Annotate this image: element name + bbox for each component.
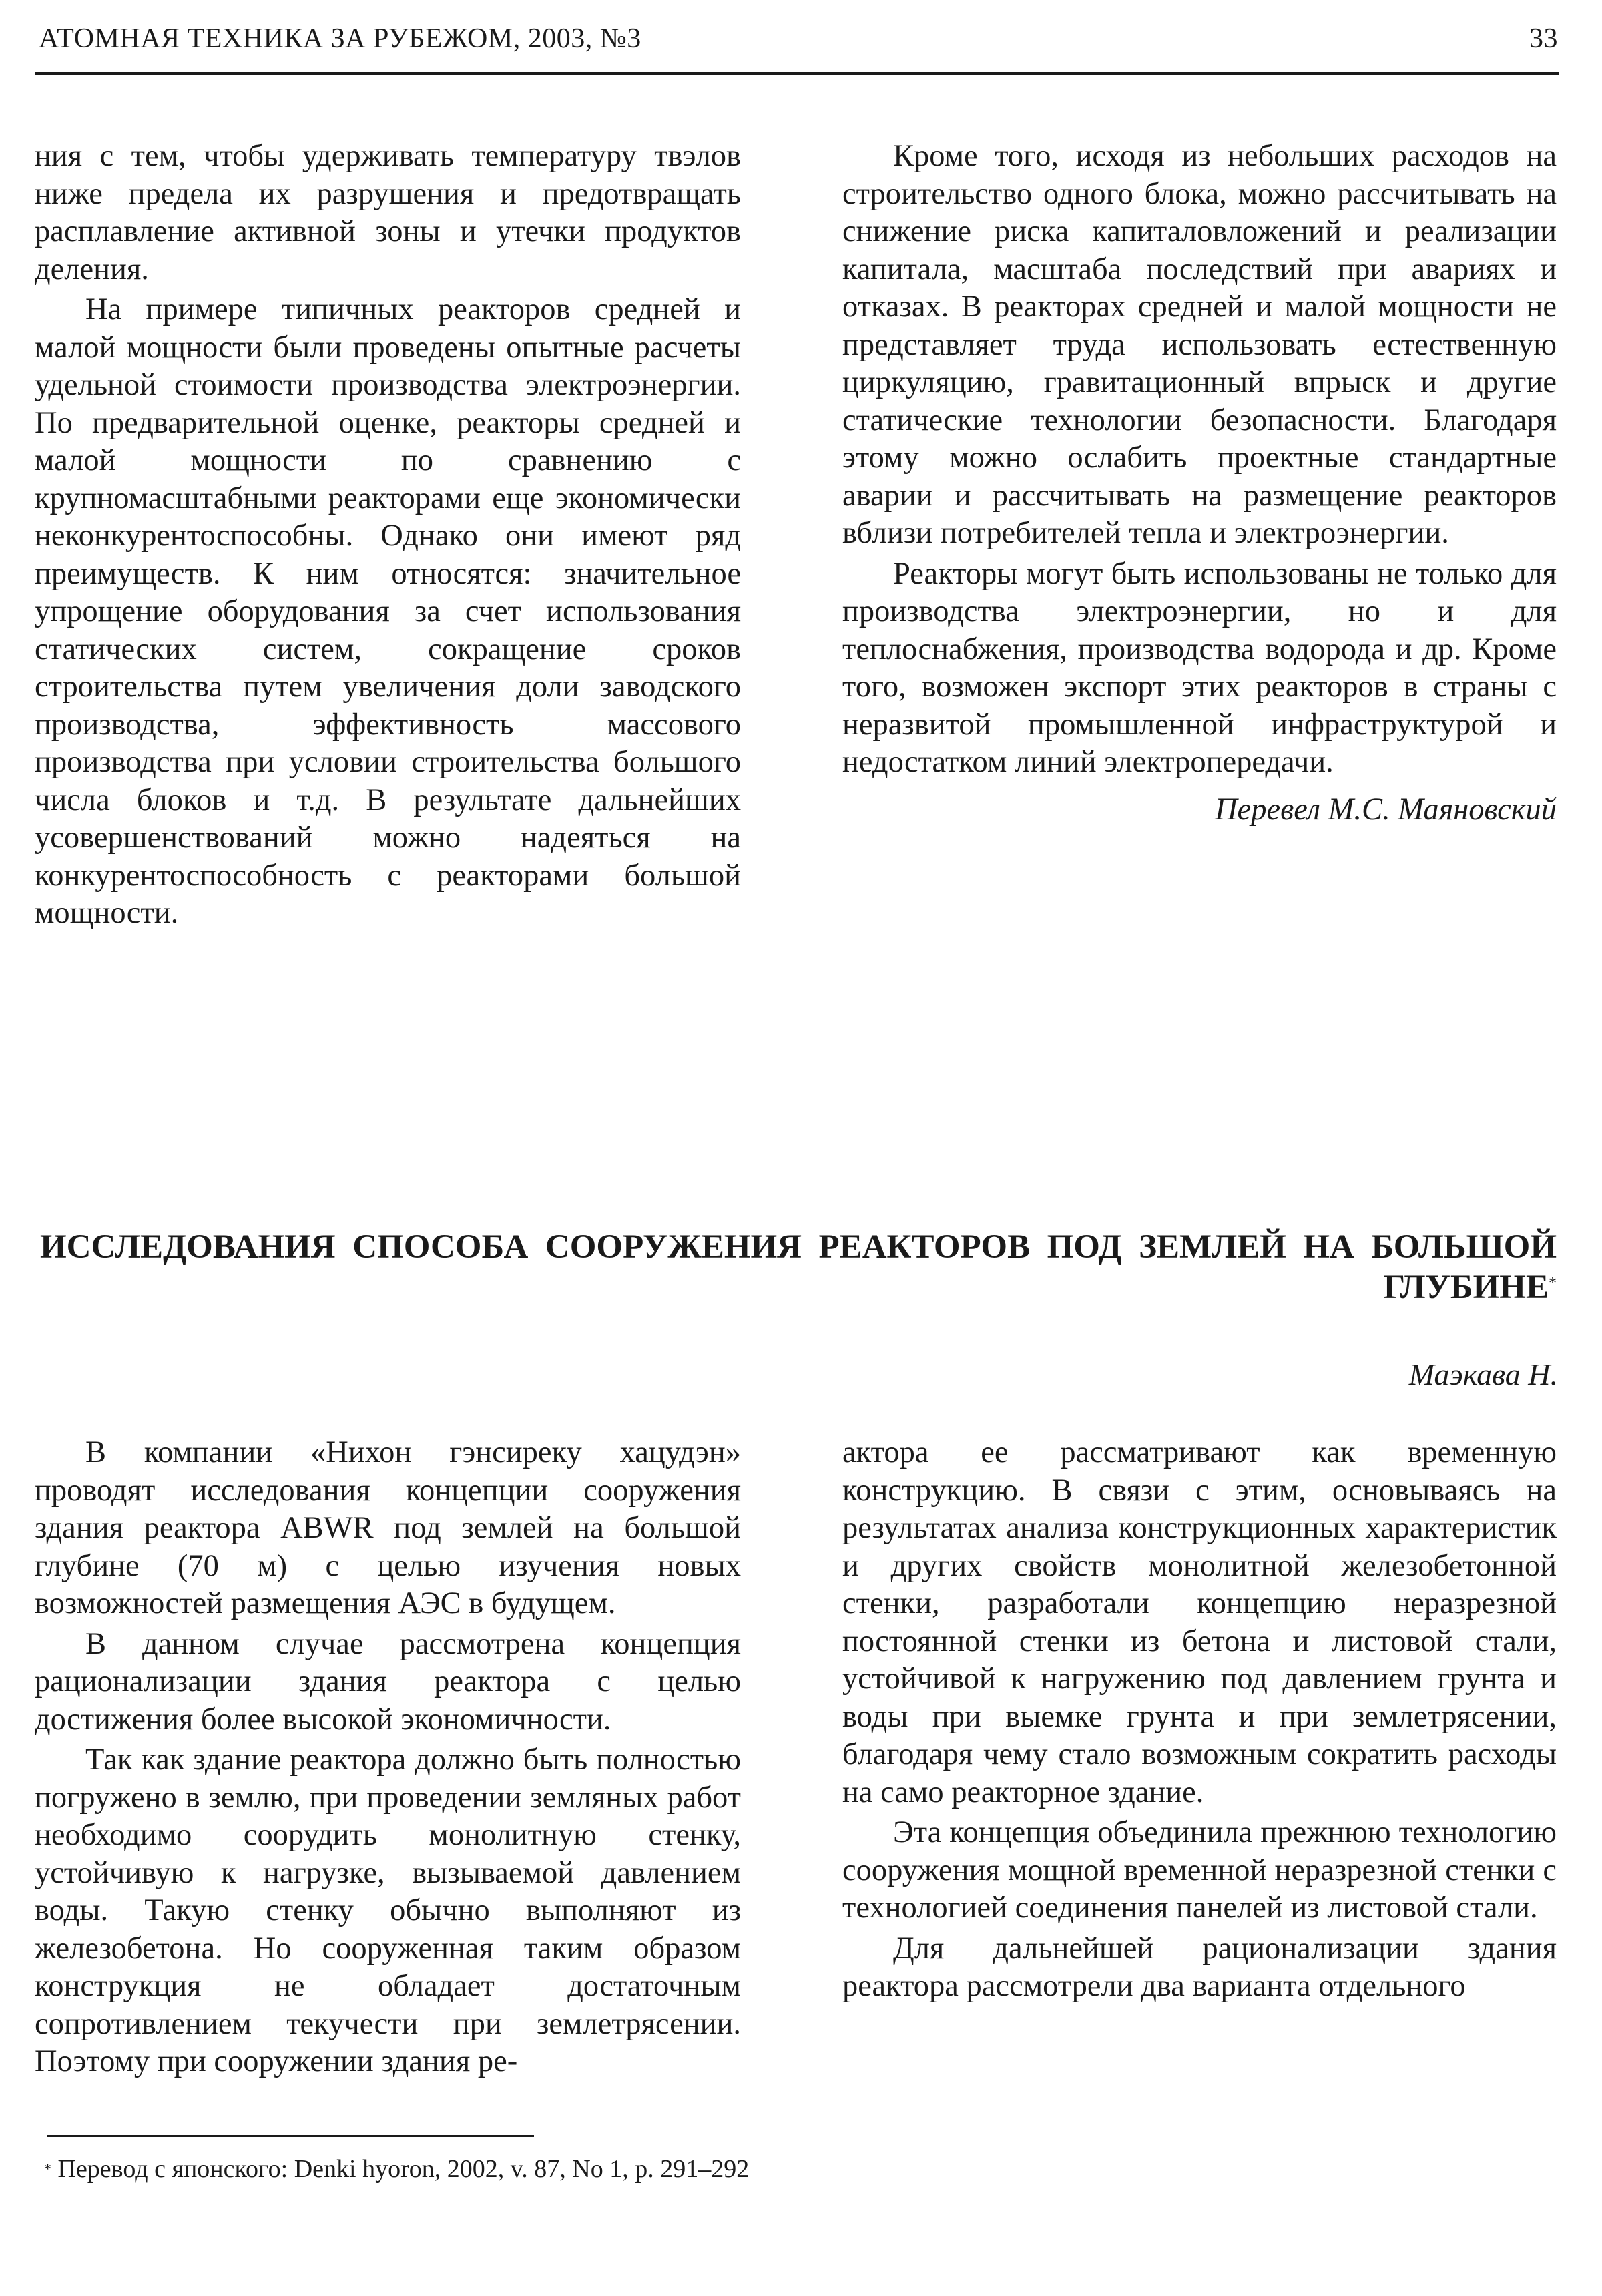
footnote-mark: *	[44, 2160, 51, 2177]
paragraph: Для дальнейшей рационализации здания реактора рассмотрели два варианта отдельного	[842, 1931, 1557, 2003]
page-number: 33	[1529, 23, 1558, 54]
paragraph: На примере типичных реакторов средней и малой мощности были проведены опытные расчеты удельной стоимости производства электроэнергии. По предварительной оценке, реакторы средней и малой мощности по сравнению с крупномасштабными реакторами еще экономически неконкурентоспособны. Однако они имеют ряд преимуществ. К ним относятся: значительное упрощение оборудования за счет использования статических систем, сокращение сроков строительства путем увеличения доли заводского производства, эффективность массового производства при условии строительства большого числа блоков и т.д. В результате дальнейших усовершенствований можно надеяться на конкурентоспособность с реакторами большой мощности.	[35, 292, 741, 930]
article-left-column	[35, 1434, 741, 2081]
footnote	[44, 2154, 912, 2185]
paragraph: актора ее рассматривают как временную конструкцию. В связи с этим, основываясь на результатах анализа конструкционных характеристик и других свойств монолитной железобетонной стенки, разработали концепцию неразрезной постоянной стенки из бетона и листовой стали, устойчивой к нагружению под давлением грунта и воды при выемке грунта и при землетрясении, благодаря чему стало возможным сократить расходы на само реакторное здание.	[842, 1435, 1557, 1809]
article-right-column	[842, 1434, 1557, 2006]
footnote-text: Перевод с японского: Denki hyoron, 2002, v. 87, No 1, p. 291–292	[57, 2155, 750, 2183]
footnote-rule	[47, 2135, 534, 2137]
paragraph: В данном случае рассмотрена концепция рационализации здания реактора с целью достижения более высокой экономичности.	[35, 1626, 741, 1737]
prev-article-right-column	[842, 138, 1557, 829]
paragraph: Реакторы могут быть использованы не только для производства электроэнергии, но и для теплоснабжения, производства водорода и др. Кроме того, возможен экспорт этих реакторов в страны с неразвитой промышленной инфраструктурой и недостатком линий электропередачи.	[842, 556, 1557, 779]
paragraph: Кроме того, исходя из небольших расходов на строительство одного блока, можно рассчитывать на снижение риска капиталовложений и реализации капитала, масштаба последствий при авариях и отказах. В реакторах средней и малой мощности не представляет труда использовать естественную циркуляцию, гравитационный впрыск и другие статические технологии безопасности. Благодаря этому можно ослабить проектные стандартные аварии и рассчитывать на размещение реакторов вблизи потребителей тепла и электроэнергии.	[842, 139, 1557, 550]
article-title-text: ИССЛЕДОВАНИЯ СПОСОБА СООРУЖЕНИЯ РЕАКТОРОВ ПОД ЗЕМЛЕЙ НА БОЛЬШОЙ ГЛУБИНЕ	[40, 1228, 1557, 1306]
article-author: Маэкава Н.	[1408, 1357, 1558, 1391]
paragraph: В компании «Нихон гэнсиреку хацудэн» проводят исследования концепции сооружения здания реактора ABWR под землей на большой глубине (70 м) с целью изучения новых возможностей размещения АЭС в будущем.	[35, 1435, 741, 1620]
journal-title: АТОМНАЯ ТЕХНИКА ЗА РУБЕЖОМ, 2003, №3	[39, 23, 641, 54]
title-footnote-mark: *	[1549, 1275, 1557, 1292]
paragraph: Эта концепция объединила прежнюю технологию сооружения мощной временной неразрезной стенки с технологией соединения панелей из листовой стали.	[842, 1815, 1557, 1925]
article-title	[40, 1227, 1557, 1307]
header-rule	[35, 72, 1559, 75]
paragraph: ния с тем, чтобы удерживать температуру твэлов ниже предела их разрушения и предотвращать расплавление активной зоны и утечки продуктов деления.	[35, 139, 741, 286]
prev-article-left-column	[35, 138, 741, 933]
running-header	[39, 23, 1558, 55]
translator-credit: Перевел М.С. Маяновский	[1214, 792, 1557, 827]
paragraph: Так как здание реактора должно быть полностью погружено в землю, при проведении земляных работ необходимо соорудить монолитную стенку, устойчивую к нагрузке, вызываемой давлением воды. Такую стенку обычно выполняют из железобетона. Но сооруженная таким образом конструкция не обладает достаточным сопротивлением текучести при землетрясении. Поэтому при сооружении здания ре-	[35, 1743, 741, 2078]
